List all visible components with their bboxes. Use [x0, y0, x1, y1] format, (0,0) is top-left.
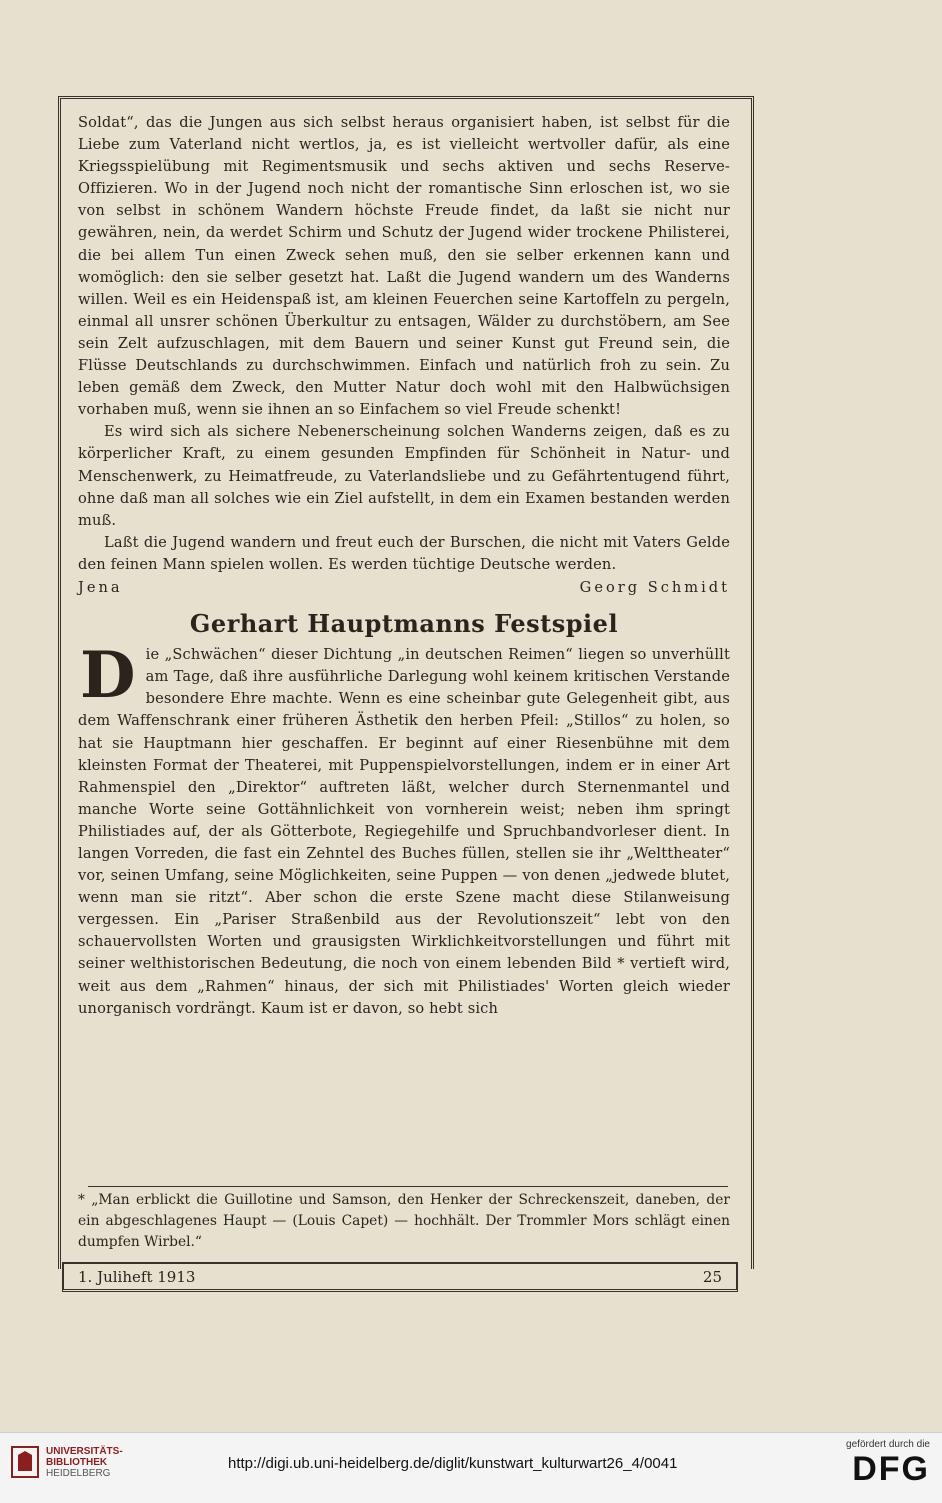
dfg-logo: DFG — [852, 1450, 930, 1488]
article1-author: Georg Schmidt — [579, 578, 730, 596]
article1-paragraph: Es wird sich als sichere Nebenerscheinung solchen Wanderns zeigen, daß es zu körperlicher Kraft, zu einem gesunden Empfinden für Schönheit in Natur- und Menschenwerk, zu Heimatfreude, zu Vaterlandsliebe und zu Gefährtentugend führt, ohne daß man all solches wie ein Ziel aufstellt, in dem ein Examen bestanden werden muß. — [78, 423, 730, 529]
viewer-bottom-bar — [0, 1432, 942, 1503]
funding-caption: gefördert durch die — [846, 1439, 930, 1450]
main-text-block — [78, 112, 730, 1020]
library-name-line: BIBLIOTHEK — [46, 1456, 108, 1468]
library-logo[interactable] — [10, 1445, 123, 1479]
university-seal-icon — [10, 1445, 40, 1479]
article2-dropcap: D — [80, 638, 136, 714]
article2-body-text: ie „Schwächen“ dieser Dichtung „in deutschen Reimen“ liegen so unverhüllt am Tage, daß ihre ausführliche Darlegung wohl keinem kritischen Verstande besondere Ehre machte. Wenn es eine scheinbar gute Gelegenheit gibt, aus dem Waffenschrank einer früheren Ästhetik den herben Pfeil: „Stillos“ zu holen, so hat sie Hauptmann hier geschaffen. Er beginnt auf einer Riesenbühne mit dem kleinsten Format der Theaterei, mit Puppenspielvorstellungen, indem er in einer Art Rahmenspiel den „Direktor“ auftreten läßt, welcher durch Sternenmantel und manche Worte seine Gottähnlichkeit von vornherein weist; neben ihm springt Philistiades auf, der als Götterbote, Regiegehilfe und Spruchbandvorleser dient. In langen Vorreden, die fast ein Zehntel des Buches füllen, stellen sie ihr „Welttheater“ vor, seinen Umfang, seine Möglichkeiten, seine Puppen — von denen „jedwede blutet, wenn man sie ritzt“. Aber schon die erste Szene macht diese Stilanweisung vergessen. Ein „Pariser Straßenbild aus der Revolutionszeit“ lebt von den schauervollsten Worten und grausigsten Wirklichkeitvorstellungen und führt mit seiner welthistorischen Bedeutung, die noch von einem lebenden Bild * vertieft wird, weit aus dem „Rahmen“ hinaus, der sich mit Philistiades' Worten gleich wieder unorganisch vordrängt. Kaum ist er davon, so hebt sich — [78, 646, 730, 1017]
library-name-line: UNIVERSITÄTS- — [46, 1445, 123, 1457]
article1-paragraph: Soldat“, das die Jungen aus sich selbst heraus organisiert haben, ist selbst für die Liebe zum Vaterland nicht wertlos, ja, es ist vielleicht wertvoller dafür, als eine Kriegsspielübung mit Regimentsmusik und sechs aktiven und sechs Reserve-Offizieren. Wo in der Jugend noch nicht der romantische Sinn erloschen ist, wo sie von selbst in schönem Wandern höchste Freude findet, da laßt sie nicht nur gewähren, nein, da werdet Schirm und Schutz der Jugend wider trockene Philisterei, die bei allem Tun einen Zweck sehen muß, den sie selber erkennen kann und womöglich: den sie selber gesetzt hat. Laßt die Jugend wandern um des Wanderns willen. Weil es ein Heidenspaß ist, am kleinen Feuerchen seine Kartoffeln zu pergeln, einmal all unsrer schönen Überkultur zu entsagen, Wälder zu durchstöbern, am See sein Zelt aufzuschlagen, mit dem Bauern und seiner Kunst gut Freund sein, die Flüsse Deutschlands zu durchschwimmen. Einfach und natürlich froh zu sein. Zu leben gemäß dem Zweck, den Mutter Natur doch wohl mit den Halbwüchsigen vorhaben muß, wenn sie ihnen an so Einfachem so viel Freude schenkt! — [78, 114, 730, 419]
footnote-text: * „Man erblickt die Guillotine und Samson, den Henker der Schreckenszeit, daneben, der ein abgeschlagenes Haupt — (Louis Capet) — hochhält. Der Trommler Mors schlägt einen dumpfen Wirbel.“ — [78, 1192, 730, 1250]
article2-body — [78, 638, 730, 1020]
article1-place: Jena — [78, 578, 123, 596]
article2-title: Gerhart Hauptmanns Festspiel — [189, 609, 619, 639]
library-name — [46, 1446, 123, 1479]
funder-block[interactable] — [846, 1439, 930, 1488]
footnote-rule — [88, 1186, 728, 1187]
permalink-url[interactable]: http://digi.ub.uni-heidelberg.de/diglit/kunstwart_kulturwart26_4/0041 — [228, 1455, 678, 1472]
issue-label: 1. Juliheft 1913 — [78, 1267, 196, 1286]
footnote — [78, 1190, 730, 1253]
article1-signature — [78, 577, 730, 599]
page-number: 25 — [702, 1267, 722, 1286]
article1-paragraph: Laßt die Jugend wandern und freut euch der Burschen, die nicht mit Vaters Gelde den feinen Mann spielen wollen. Es werden tüchtige Deutsche werden. — [78, 533, 730, 573]
page-footer — [62, 1262, 738, 1292]
library-name-line: HEIDELBERG — [46, 1467, 111, 1479]
